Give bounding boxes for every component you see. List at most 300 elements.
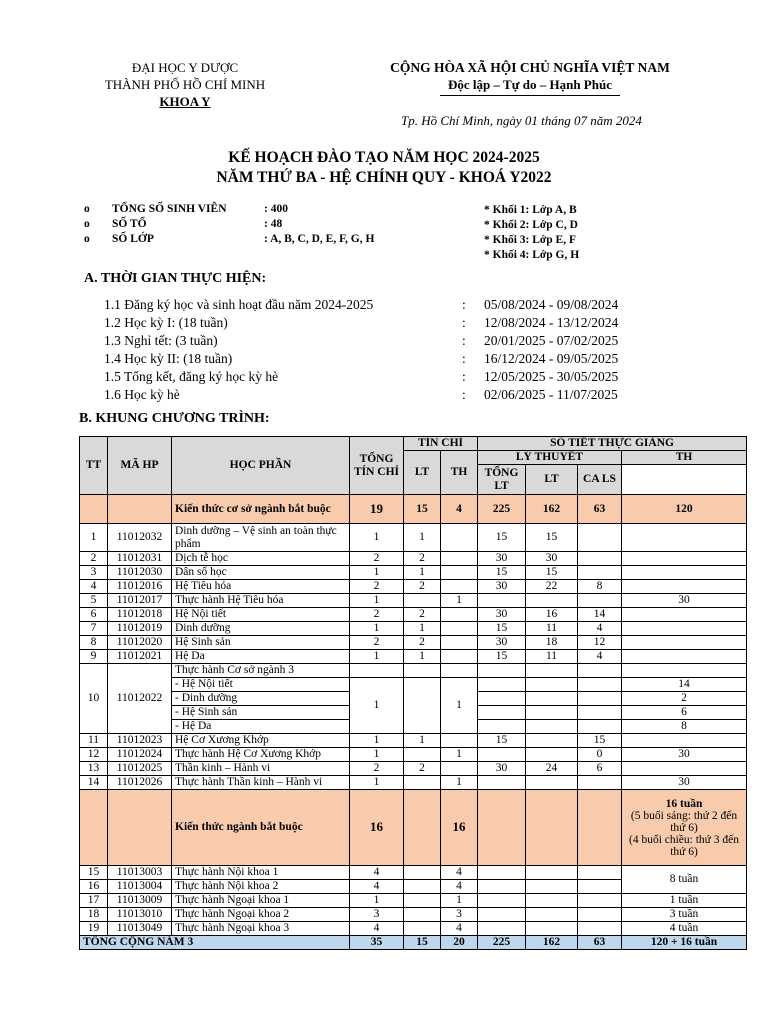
group-row-major (80, 790, 747, 866)
cell-tong: 1 (350, 650, 404, 664)
total-lt-hours: 225 (478, 936, 526, 950)
cell (526, 720, 578, 734)
cell-lt2 (526, 866, 578, 880)
cell (478, 720, 526, 734)
cell-th (441, 734, 478, 748)
cell-lt: 1 (404, 650, 441, 664)
cell-tong: 1 (350, 748, 404, 762)
cell-tong-lt (478, 748, 526, 762)
schedule-label: 1.3 Nghỉ tết: (3 tuần) (104, 333, 218, 348)
motto: Độc lập – Tự do – Hạnh Phúc (440, 76, 620, 96)
cell (80, 790, 108, 866)
schedule-colon: : (462, 315, 466, 330)
cell (478, 678, 526, 692)
cell-th: 3 (441, 908, 478, 922)
cell-th: 1 (441, 894, 478, 908)
cell-ma: 11013003 (108, 866, 172, 880)
table-row (80, 608, 747, 622)
cell-tong-lt: 15 (478, 650, 526, 664)
cell-lt (404, 594, 441, 608)
cell-th2: 6 (622, 706, 747, 720)
cell (622, 664, 747, 678)
table-row (80, 664, 747, 678)
cell-lt2: 30 (526, 552, 578, 566)
document-date: Tp. Hồ Chí Minh, ngày 01 tháng 07 năm 2024 (401, 113, 642, 128)
cell-name: Hệ Cơ Xương Khớp (172, 734, 350, 748)
cell-name: Thực hành Hệ Cơ Xương Khớp (172, 748, 350, 762)
cell-th2 (622, 636, 747, 650)
cell-ma: 11013009 (108, 894, 172, 908)
university-name: ĐẠI HỌC Y DƯỢC (131, 60, 239, 75)
cell-th2 (622, 650, 747, 664)
cell-ma: 11012024 (108, 748, 172, 762)
cell-tt: 8 (80, 636, 108, 650)
cell-ca: 14 (578, 608, 622, 622)
cell-name: - Hệ Da (172, 720, 350, 734)
cell-lt2 (526, 894, 578, 908)
cell-ma: 11013010 (108, 908, 172, 922)
cell-ca: 15 (578, 734, 622, 748)
cell-tt: 10 (80, 664, 108, 734)
cell-lt (404, 894, 441, 908)
cell (578, 692, 622, 706)
cell-lt2: 15 (526, 566, 578, 580)
block-item: * Khối 3: Lớp E, F (484, 234, 576, 246)
cell (578, 720, 622, 734)
schedule-value: 05/08/2024 - 09/08/2024 (484, 297, 619, 312)
cell-ma: 11012020 (108, 636, 172, 650)
cell-th (441, 552, 478, 566)
cell-ma: 11012019 (108, 622, 172, 636)
cell (441, 664, 478, 678)
cell-name: Thực hành Ngoại khoa 3 (172, 922, 350, 936)
cell-lt: 2 (404, 552, 441, 566)
cell-th: 1 (441, 678, 478, 734)
cell-name: - Dinh dưỡng (172, 692, 350, 706)
cell-th: 4 (441, 922, 478, 936)
cell-ca (578, 922, 622, 936)
col-head-ly-thuyet: LÝ THUYẾT (478, 451, 622, 465)
cell-name: Hệ Da (172, 650, 350, 664)
block-item: * Khối 4: Lớp G, H (484, 249, 580, 261)
cell-ca (578, 908, 622, 922)
cell-lt2 (526, 776, 578, 790)
schedule-colon: : (462, 297, 466, 312)
cell-ca: 4 (578, 622, 622, 636)
cell-ca: 8 (578, 580, 622, 594)
cell-ma: 11012016 (108, 580, 172, 594)
faculty-name: KHOA Y (159, 94, 211, 109)
table-row (80, 776, 747, 790)
table-row (80, 622, 747, 636)
weeks-morning: (5 buổi sáng: thứ 2 đến thứ 6) (630, 809, 738, 834)
cell-lt2: 18 (526, 636, 578, 650)
cell-name: Hệ Nội tiết (172, 608, 350, 622)
cell-tong: 3 (350, 908, 404, 922)
weeks-title: 16 tuần (665, 797, 703, 810)
schedule-row (104, 332, 664, 350)
cell-tt: 16 (80, 880, 108, 894)
col-head-so-tiet: SỐ TIẾT THỰC GIẢNG (478, 437, 747, 451)
cell-th2 (622, 524, 747, 552)
total-lt-credits: 15 (404, 936, 441, 950)
cell-ca (578, 524, 622, 552)
cell-tt: 6 (80, 608, 108, 622)
schedule-label: 1.1 Đăng ký học và sinh hoạt đầu năm 2024-2025 (104, 297, 374, 312)
cell-name: Thần kinh – Hành vi (172, 762, 350, 776)
cell-ma: 11013004 (108, 880, 172, 894)
cell-ma: 11012017 (108, 594, 172, 608)
cell-tong-lt (478, 894, 526, 908)
cell-name: Thực hành Ngoại khoa 1 (172, 894, 350, 908)
info-label: TỔNG SỐ SINH VIÊN (112, 203, 227, 215)
cell-lt: 1 (404, 566, 441, 580)
cell (578, 664, 622, 678)
cell-th2 (622, 762, 747, 776)
cell-lt2: 22 (526, 580, 578, 594)
cell-lt: 2 (404, 608, 441, 622)
cell-th (441, 580, 478, 594)
enrollment-info (84, 203, 464, 248)
col-head-ca-ls: CA LS (578, 465, 622, 495)
cell-th2: 8 tuần (622, 866, 747, 894)
col-head-th-tiet: TH (622, 451, 747, 465)
cell (578, 790, 622, 866)
cell-lt: 1 (404, 622, 441, 636)
schedule-row (104, 296, 664, 314)
cell-tong: 1 (350, 894, 404, 908)
schedule-colon: : (462, 369, 466, 384)
table-row (80, 894, 747, 908)
cell-th (441, 622, 478, 636)
cell-tt: 19 (80, 922, 108, 936)
cell-name: - Hệ Sinh sản (172, 706, 350, 720)
cell-name: Hệ Sinh sản (172, 636, 350, 650)
group-th-weeks (622, 790, 747, 866)
cell-th2: 30 (622, 776, 747, 790)
schedule-colon: : (462, 333, 466, 348)
cell-th2 (622, 622, 747, 636)
cell-name: Thực hành Ngoại khoa 2 (172, 908, 350, 922)
cell-name: Thực hành Nội khoa 2 (172, 880, 350, 894)
schedule-value: 20/01/2025 - 07/02/2025 (484, 333, 619, 348)
schedule-row (104, 386, 664, 404)
block-list (484, 203, 579, 263)
cell-th2: 2 (622, 692, 747, 706)
cell-th2: 14 (622, 678, 747, 692)
cell (404, 790, 441, 866)
info-value: : 400 (264, 203, 288, 215)
cell-lt: 2 (404, 762, 441, 776)
cell-ca (578, 880, 622, 894)
cell-lt (404, 922, 441, 936)
cell-th2: 30 (622, 748, 747, 762)
cell-th: 1 (441, 594, 478, 608)
cell (526, 678, 578, 692)
cell-tong: 4 (350, 866, 404, 880)
cell-lt2: 11 (526, 622, 578, 636)
cell-tong: 4 (350, 880, 404, 894)
total-th-hours: 120 + 16 tuần (622, 936, 747, 950)
country-name: CỘNG HÒA XÃ HỘI CHỦ NGHĨA VIỆT NAM (390, 60, 670, 75)
info-row (84, 203, 464, 218)
cell-th (441, 650, 478, 664)
cell-tt: 11 (80, 734, 108, 748)
cell-tong: 2 (350, 580, 404, 594)
cell-tong-lt: 30 (478, 636, 526, 650)
total-credits: 35 (350, 936, 404, 950)
table-row (80, 566, 747, 580)
cell-th (441, 566, 478, 580)
cell-lt (404, 748, 441, 762)
total-row (80, 936, 747, 950)
cell-lt2: 11 (526, 650, 578, 664)
schedule-label: 1.4 Học kỳ II: (18 tuần) (104, 351, 233, 366)
cell-ca: 0 (578, 748, 622, 762)
col-head-lt: LT (404, 451, 441, 495)
cell-th2: 30 (622, 594, 747, 608)
col-head-tong-lt: TỔNG LT (478, 465, 526, 495)
cell-tt: 13 (80, 762, 108, 776)
weeks-afternoon: (4 buổi chiều: thứ 3 đến thứ 6) (628, 833, 740, 858)
cell-tt: 15 (80, 866, 108, 880)
group-name: Kiến thức ngành bắt buộc (172, 790, 350, 866)
cell-tong: 1 (350, 678, 404, 734)
cell-ma: 11012030 (108, 566, 172, 580)
cell (478, 664, 526, 678)
cell-lt (404, 908, 441, 922)
cell-ma: 11012018 (108, 608, 172, 622)
cell-tong-lt: 15 (478, 566, 526, 580)
cell-th (441, 608, 478, 622)
col-head-hoc-phan: HỌC PHẦN (172, 437, 350, 495)
cell-tong-lt (478, 908, 526, 922)
cell-tong: 2 (350, 552, 404, 566)
cell (108, 790, 172, 866)
table-row (80, 524, 747, 552)
cell-tt: 1 (80, 524, 108, 552)
group-lt-credits: 15 (404, 495, 441, 524)
cell-ma: 11012026 (108, 776, 172, 790)
cell-lt2 (526, 594, 578, 608)
cell-lt2: 15 (526, 524, 578, 552)
cell-name: Dinh dưỡng – Vệ sinh an toàn thực phẩm (172, 524, 350, 552)
total-ca-hours: 63 (578, 936, 622, 950)
table-row (80, 908, 747, 922)
info-bullet: o (84, 203, 90, 215)
cell-lt (404, 880, 441, 894)
cell-name: Thực hành Nội khoa 1 (172, 866, 350, 880)
schedule-value: 16/12/2024 - 09/05/2025 (484, 351, 619, 366)
cell-tong-lt: 15 (478, 734, 526, 748)
cell (478, 706, 526, 720)
table-row (80, 866, 747, 880)
cell-name: Thực hành Thần kinh – Hành vi (172, 776, 350, 790)
cell-ca (578, 894, 622, 908)
schedule-row (104, 314, 664, 332)
cell-tt: 14 (80, 776, 108, 790)
cell-lt: 2 (404, 636, 441, 650)
cell (578, 678, 622, 692)
cell (108, 495, 172, 524)
cell-ca: 4 (578, 650, 622, 664)
cell-tong-lt: 30 (478, 580, 526, 594)
cell-tong-lt: 15 (478, 524, 526, 552)
cell-tong-lt (478, 880, 526, 894)
table-row (80, 552, 747, 566)
cell-tong-lt (478, 866, 526, 880)
info-value: : A, B, C, D, E, F, G, H (264, 233, 375, 245)
cell-th2 (622, 580, 747, 594)
group-total-credits: 19 (350, 495, 404, 524)
document-title (80, 148, 688, 188)
section-b-title: B. KHUNG CHƯƠNG TRÌNH: (79, 411, 270, 426)
group-total-lt: 225 (478, 495, 526, 524)
university-city: THÀNH PHỐ HỒ CHÍ MINH (104, 77, 266, 92)
cell-th (441, 524, 478, 552)
group-total-credits: 16 (350, 790, 404, 866)
group-lt-hours: 162 (526, 495, 578, 524)
group-th-credits: 4 (441, 495, 478, 524)
info-row (84, 218, 464, 233)
cell-tong-lt: 15 (478, 622, 526, 636)
cell-lt2 (526, 748, 578, 762)
cell-ma: 11012022 (108, 664, 172, 734)
cell-tt: 7 (80, 622, 108, 636)
cell (80, 495, 108, 524)
cell-ca (578, 594, 622, 608)
cell-lt2 (526, 734, 578, 748)
cell-th: 4 (441, 866, 478, 880)
table-row (80, 678, 747, 692)
schedule-label: 1.6 Học kỳ hè (104, 387, 180, 402)
schedule-value: 02/06/2025 - 11/07/2025 (484, 387, 618, 402)
cell-tt: 17 (80, 894, 108, 908)
block-item: * Khối 1: Lớp A, B (484, 204, 577, 216)
cell-tong: 1 (350, 776, 404, 790)
col-head-th: TH (441, 451, 478, 495)
cell (578, 706, 622, 720)
table-row (80, 734, 747, 748)
schedule-list (104, 296, 664, 404)
cell-ma: 11012023 (108, 734, 172, 748)
cell (478, 692, 526, 706)
col-head-tong-tin-chi: TỔNG TÍN CHỈ (350, 437, 404, 495)
cell-tt: 5 (80, 594, 108, 608)
cell (526, 706, 578, 720)
cell-lt: 1 (404, 734, 441, 748)
cell (526, 664, 578, 678)
schedule-row (104, 368, 664, 386)
cell-ca (578, 566, 622, 580)
cell-lt2: 24 (526, 762, 578, 776)
total-label: TỔNG CỘNG NĂM 3 (80, 936, 350, 950)
cell-name: Dân số học (172, 566, 350, 580)
cell (526, 790, 578, 866)
schedule-value: 12/05/2025 - 30/05/2025 (484, 369, 619, 384)
cell-lt2 (526, 922, 578, 936)
cell-lt (404, 866, 441, 880)
cell-name: - Hệ Nội tiết (172, 678, 350, 692)
cell-tong: 1 (350, 594, 404, 608)
cell-th2 (622, 734, 747, 748)
schedule-value: 12/08/2024 - 13/12/2024 (484, 315, 619, 330)
schedule-row (104, 350, 664, 368)
cell-th: 4 (441, 880, 478, 894)
table-row (80, 922, 747, 936)
cell-tong-lt (478, 776, 526, 790)
info-bullet: o (84, 233, 90, 245)
cell-th (441, 762, 478, 776)
table-row (80, 650, 747, 664)
block-item: * Khối 2: Lớp C, D (484, 219, 578, 231)
schedule-label: 1.2 Học kỳ I: (18 tuần) (104, 315, 228, 330)
curriculum-table (79, 436, 747, 950)
cell-ma: 11012032 (108, 524, 172, 552)
info-label: SỐ TỔ (112, 218, 147, 230)
total-lt2-hours: 162 (526, 936, 578, 950)
schedule-colon: : (462, 351, 466, 366)
cell-tong-lt (478, 922, 526, 936)
cell-tong-lt: 30 (478, 608, 526, 622)
cell-tt: 9 (80, 650, 108, 664)
cell-tong-lt: 30 (478, 762, 526, 776)
cell-tong: 1 (350, 524, 404, 552)
cell-th2: 4 tuần (622, 922, 747, 936)
cell-ca (578, 552, 622, 566)
cell-tong: 4 (350, 922, 404, 936)
cell-name: Dinh dưỡng (172, 622, 350, 636)
info-row (84, 233, 464, 248)
cell (350, 664, 404, 678)
cell-tt: 2 (80, 552, 108, 566)
table-row (80, 762, 747, 776)
group-name: Kiến thức cơ sở ngành bắt buộc (172, 495, 350, 524)
cell-tt: 3 (80, 566, 108, 580)
cell-ma: 11012031 (108, 552, 172, 566)
cell-name: Thực hành Cơ sở ngành 3 (172, 664, 350, 678)
cell-th2 (622, 552, 747, 566)
cell-ca: 12 (578, 636, 622, 650)
cell-tong: 2 (350, 636, 404, 650)
total-th-credits: 20 (441, 936, 478, 950)
cell-tong-lt (478, 594, 526, 608)
cell-th2 (622, 566, 747, 580)
national-header (360, 59, 700, 96)
cell-th2: 8 (622, 720, 747, 734)
group-row-basic (80, 495, 747, 524)
cell-ma: 11012025 (108, 762, 172, 776)
cell-th2: 1 tuần (622, 894, 747, 908)
cell-lt: 1 (404, 524, 441, 552)
cell-tong: 2 (350, 762, 404, 776)
cell (478, 790, 526, 866)
schedule-label: 1.5 Tổng kết, đăng ký học kỳ hè (104, 369, 279, 384)
group-th-credits: 16 (441, 790, 478, 866)
title-line-1: KẾ HOẠCH ĐÀO TẠO NĂM HỌC 2024-2025 (228, 149, 540, 166)
col-head-lt-tiet: LT (526, 465, 578, 495)
cell-name: Dịch tễ học (172, 552, 350, 566)
cell-ma: 11012021 (108, 650, 172, 664)
table-row (80, 594, 747, 608)
cell-tong: 2 (350, 608, 404, 622)
cell-lt2: 16 (526, 608, 578, 622)
title-line-2: NĂM THỨ BA - HỆ CHÍNH QUY - KHOÁ Y2022 (216, 169, 552, 186)
section-a-title: A. THỜI GIAN THỰC HIỆN: (84, 271, 267, 286)
cell-tong: 1 (350, 566, 404, 580)
info-label: SỐ LỚP (112, 233, 154, 245)
info-bullet: o (84, 218, 90, 230)
